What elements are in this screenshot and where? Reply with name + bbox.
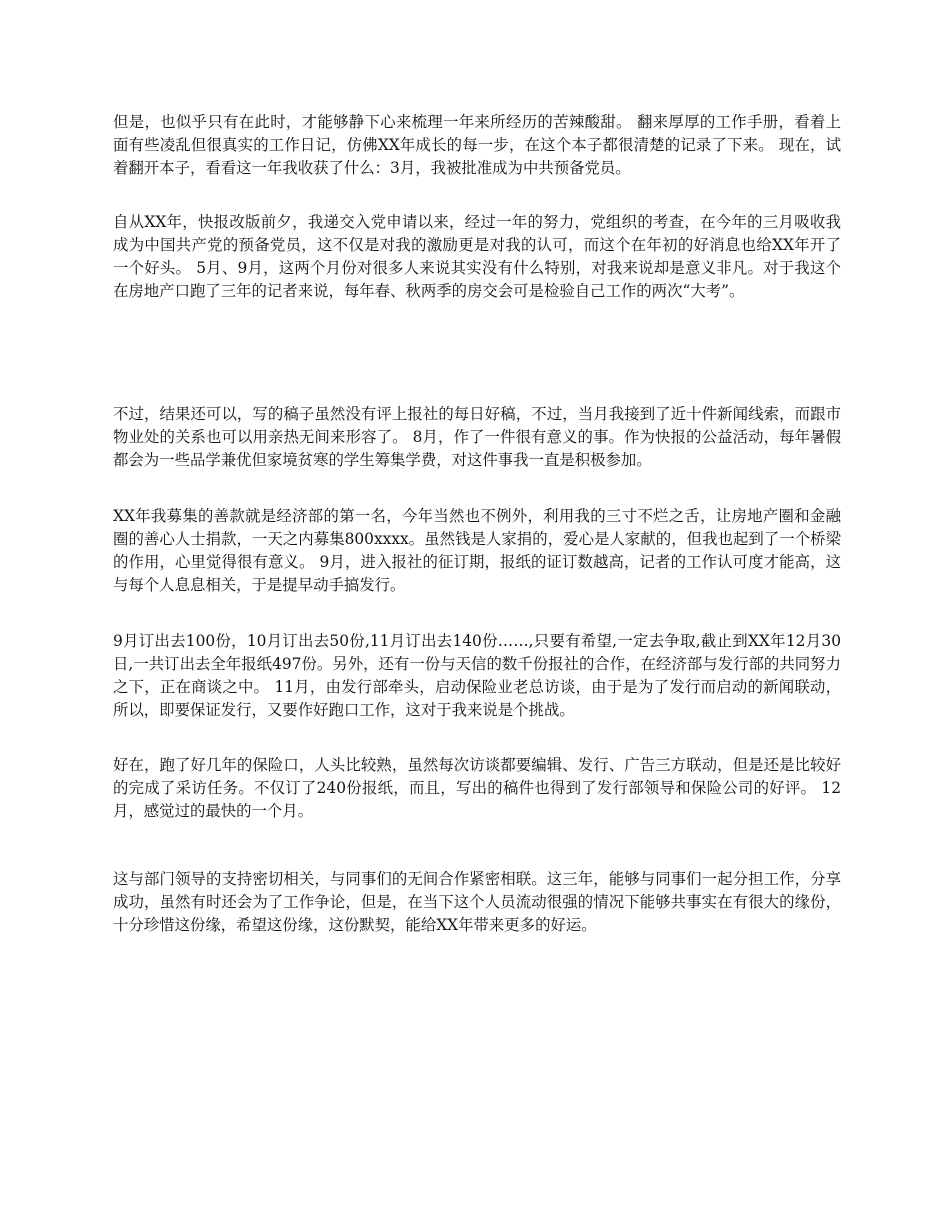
paragraph-7: 这与部门领导的支持密切相关，与同事们的无间合作紧密相联。这三年，能够与同事们一起分担工作，分享成功，虽然有时还会为了工作争论，但是，在当下这个人员流动很强的情况下能够共事实在有很大的缘份，十分珍惜这份缘，希望这份缘，这份默契，能给XX年带来更多的好运。 [113,870,841,934]
paragraph-6: 好在，跑了好几年的保险口，人头比较熟，虽然每次访谈都要编辑、发行、广告三方联动，但是还是比较好的完成了采访任务。不仅订了240份报纸，而且，写出的稿件也得到了发行部领导和保险公司的好评。 12月，感觉过的最快的一个月。 [113,756,841,820]
paragraph-4: XX年我募集的善款就是经济部的第一名，今年当然也不例外，利用我的三寸不烂之舌，让房地产圈和金融圈的善心人士捐款，一天之内募集800xxxx。虽然钱是人家捐的，爱心是人家献的，但我也起到了一个桥梁的作用，心里觉得很有意义。 9月，进入报社的征订期，报纸的证订数越高，记者的工作认可度才能高，这与每个人息息相关，于是提早动手搞发行。 [113,507,841,594]
paragraph-1: 但是，也似乎只有在此时，才能够静下心来梳理一年来所经历的苦辣酸甜。 翻来厚厚的工作手册，看着上面有些凌乱但很真实的工作日记，仿佛XX年成长的每一步，在这个本子都很清楚的记录了下来。 现在，试着翻开本子，看看这一年我收获了什么：3月，我被批准成为中共预备党员。 [113,113,841,177]
paragraph-2: 自从XX年，快报改版前夕，我递交入党申请以来，经过一年的努力，党组织的考查，在今年的三月吸收我成为中国共产党的预备党员，这不仅是对我的激励更是对我的认可，而这个在年初的好消息也给XX年开了一个好头。 5月、9月，这两个月份对很多人来说其实没有什么特别，对我来说却是意义非凡。对于我这个在房地产口跑了三年的记者来说，每年春、秋两季的房交会可是检验自己工作的两次“大考”。 [113,213,841,300]
paragraph-3: 不过，结果还可以，写的稿子虽然没有评上报社的每日好稿，不过，当月我接到了近十件新闻线索，而跟市物业处的关系也可以用亲热无间来形容了。 8月，作了一件很有意义的事。作为快报的公益活动，每年暑假都会为一些品学兼优但家境贫寒的学生筹集学费，对这件事我一直是积极参加。 [113,405,841,469]
paragraph-5: 9月订出去100份，10月订出去50份,11月订出去140份……,只要有希望,一定去争取,截止到XX年12月30日,一共订出去全年报纸497份。另外，还有一份与天信的数千份报社的合作，在经济部与发行部的共同努力之下，正在商谈之中。 11月，由发行部牵头，启动保险业老总访谈，由于是为了发行而启动的新闻联动，所以，即要保证发行，又要作好跑口工作，这对于我来说是个挑战。 [113,632,841,719]
